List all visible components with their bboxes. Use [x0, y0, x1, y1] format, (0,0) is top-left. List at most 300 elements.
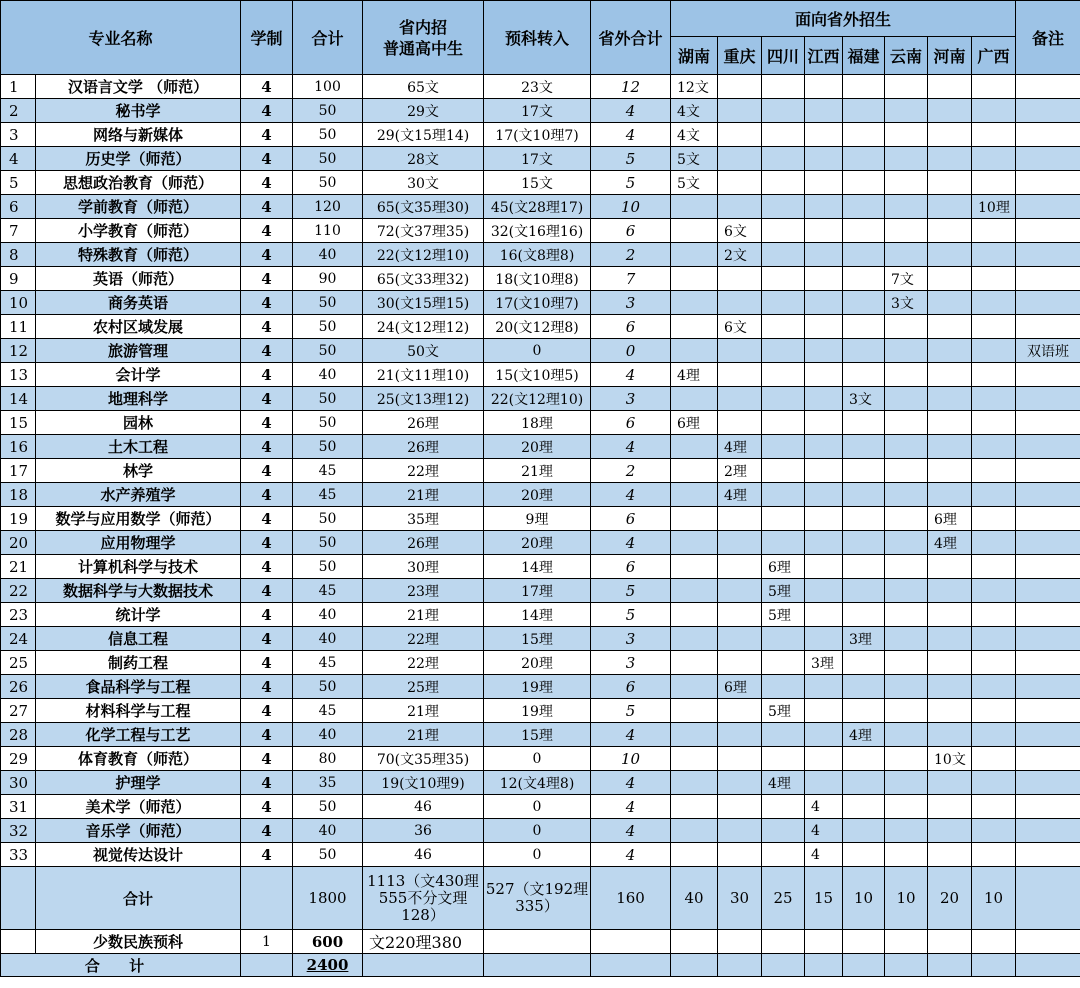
out-province-total-cell: 4	[591, 723, 671, 747]
minority-empty-cell	[885, 930, 928, 954]
table-row	[1, 291, 1080, 315]
row-index: 13	[1, 363, 36, 387]
in-province-cell: 29文	[363, 99, 484, 123]
province-jiangxi-cell	[805, 435, 843, 459]
province-guangxi-cell	[972, 747, 1016, 771]
note-cell	[1016, 171, 1080, 195]
province-chongqing-cell	[718, 147, 762, 171]
province-fujian-cell	[843, 219, 885, 243]
minority-total: 600	[293, 930, 363, 954]
province-yunnan-cell	[885, 339, 928, 363]
summary-xuezhi-cell	[241, 867, 293, 930]
province-jiangxi-cell	[805, 123, 843, 147]
province-hunan-cell	[671, 723, 718, 747]
province-hunan-cell	[671, 267, 718, 291]
summary-row	[1, 867, 1080, 930]
province-yunnan-cell	[885, 747, 928, 771]
province-chongqing-cell: 4理	[718, 435, 762, 459]
header-province-guangxi: 广西	[972, 37, 1016, 75]
major-name: 小学教育（师范）	[36, 219, 241, 243]
table-row	[1, 387, 1080, 411]
province-chongqing-cell: 4理	[718, 483, 762, 507]
out-province-total-cell: 5	[591, 147, 671, 171]
row-index: 12	[1, 339, 36, 363]
row-index: 4	[1, 147, 36, 171]
row-index: 8	[1, 243, 36, 267]
province-henan-cell	[928, 675, 972, 699]
total-cell: 40	[293, 723, 363, 747]
province-guangxi-cell	[972, 771, 1016, 795]
province-fujian-cell: 3文	[843, 387, 885, 411]
header-province-sichuan: 四川	[762, 37, 805, 75]
province-jiangxi-cell: 4	[805, 819, 843, 843]
summary-province-fujian: 10	[843, 867, 885, 930]
province-guangxi-cell	[972, 819, 1016, 843]
minority-empty-cell	[805, 930, 843, 954]
note-cell	[1016, 267, 1080, 291]
province-guangxi-cell	[972, 579, 1016, 603]
row-index: 18	[1, 483, 36, 507]
province-sichuan-cell	[762, 411, 805, 435]
province-chongqing-cell	[718, 819, 762, 843]
province-jiangxi-cell	[805, 675, 843, 699]
out-province-total-cell: 4	[591, 531, 671, 555]
header-in-province	[363, 1, 484, 75]
province-henan-cell	[928, 795, 972, 819]
in-province-cell: 30(文15理15)	[363, 291, 484, 315]
in-province-cell: 50文	[363, 339, 484, 363]
out-province-total-cell: 4	[591, 843, 671, 867]
province-sichuan-cell	[762, 267, 805, 291]
table-row	[1, 195, 1080, 219]
row-index: 17	[1, 459, 36, 483]
major-name: 计算机科学与技术	[36, 555, 241, 579]
table-row	[1, 507, 1080, 531]
province-jiangxi-cell	[805, 555, 843, 579]
table-row	[1, 627, 1080, 651]
province-jiangxi-cell	[805, 147, 843, 171]
province-sichuan-cell	[762, 435, 805, 459]
province-fujian-cell	[843, 579, 885, 603]
province-guangxi-cell	[972, 363, 1016, 387]
preparatory-cell: 20理	[484, 435, 591, 459]
table-row	[1, 675, 1080, 699]
major-name: 会计学	[36, 363, 241, 387]
row-index: 23	[1, 603, 36, 627]
table-row	[1, 771, 1080, 795]
in-province-cell: 65(文33理32)	[363, 267, 484, 291]
out-province-total-cell: 6	[591, 411, 671, 435]
grand-total-label: 合 计	[1, 954, 241, 977]
out-province-total-cell: 2	[591, 459, 671, 483]
province-fujian-cell	[843, 267, 885, 291]
in-province-cell: 29(文15理14)	[363, 123, 484, 147]
row-index: 15	[1, 411, 36, 435]
total-cell: 50	[293, 675, 363, 699]
summary-province-jiangxi: 15	[805, 867, 843, 930]
header-province-jiangxi: 江西	[805, 37, 843, 75]
province-hunan-cell	[671, 243, 718, 267]
table-row	[1, 363, 1080, 387]
xuezhi-cell: 4	[241, 243, 293, 267]
province-sichuan-cell	[762, 291, 805, 315]
xuezhi-cell: 4	[241, 147, 293, 171]
province-sichuan-cell: 5理	[762, 603, 805, 627]
preparatory-cell: 17(文10理7)	[484, 291, 591, 315]
summary-note-cell	[1016, 867, 1080, 930]
province-hunan-cell	[671, 675, 718, 699]
minority-row	[1, 930, 1080, 954]
in-province-cell: 22理	[363, 459, 484, 483]
row-index: 27	[1, 699, 36, 723]
province-hunan-cell	[671, 627, 718, 651]
total-cell: 50	[293, 531, 363, 555]
in-province-cell: 65(文35理30)	[363, 195, 484, 219]
preparatory-cell: 14理	[484, 555, 591, 579]
province-henan-cell	[928, 363, 972, 387]
province-guangxi-cell	[972, 147, 1016, 171]
province-yunnan-cell	[885, 675, 928, 699]
province-jiangxi-cell	[805, 387, 843, 411]
major-name: 护理学	[36, 771, 241, 795]
province-henan-cell	[928, 291, 972, 315]
note-cell	[1016, 75, 1080, 99]
province-jiangxi-cell	[805, 507, 843, 531]
out-province-total-cell: 4	[591, 123, 671, 147]
total-cell: 40	[293, 363, 363, 387]
summary-index-cell	[1, 867, 36, 930]
xuezhi-cell: 4	[241, 555, 293, 579]
minority-index-cell	[1, 930, 36, 954]
total-cell: 50	[293, 99, 363, 123]
province-fujian-cell	[843, 171, 885, 195]
xuezhi-cell: 4	[241, 267, 293, 291]
minority-empty-cell	[843, 930, 885, 954]
preparatory-cell: 17理	[484, 579, 591, 603]
province-guangxi-cell	[972, 483, 1016, 507]
minority-empty-cell	[718, 930, 762, 954]
province-henan-cell	[928, 171, 972, 195]
grand-empty-cell	[1016, 954, 1080, 977]
province-chongqing-cell	[718, 603, 762, 627]
row-index: 31	[1, 795, 36, 819]
province-chongqing-cell	[718, 99, 762, 123]
province-guangxi-cell	[972, 627, 1016, 651]
total-cell: 50	[293, 435, 363, 459]
row-index: 6	[1, 195, 36, 219]
in-province-cell: 21理	[363, 483, 484, 507]
province-chongqing-cell: 6文	[718, 219, 762, 243]
total-cell: 40	[293, 243, 363, 267]
in-province-cell: 22理	[363, 627, 484, 651]
note-cell	[1016, 195, 1080, 219]
province-yunnan-cell	[885, 579, 928, 603]
province-yunnan-cell	[885, 483, 928, 507]
out-province-total-cell: 6	[591, 555, 671, 579]
province-yunnan-cell	[885, 363, 928, 387]
header-total: 合计	[293, 1, 363, 75]
province-guangxi-cell	[972, 411, 1016, 435]
total-cell: 50	[293, 411, 363, 435]
province-fujian-cell	[843, 771, 885, 795]
header-preparatory: 预科转入	[484, 1, 591, 75]
province-henan-cell: 6理	[928, 507, 972, 531]
province-sichuan-cell	[762, 843, 805, 867]
province-hunan-cell: 5文	[671, 171, 718, 195]
province-yunnan-cell	[885, 219, 928, 243]
row-index: 7	[1, 219, 36, 243]
province-yunnan-cell	[885, 771, 928, 795]
header-in-province-line1: 省内招	[399, 17, 448, 37]
note-cell	[1016, 291, 1080, 315]
table-row	[1, 123, 1080, 147]
summary-province-henan: 20	[928, 867, 972, 930]
xuezhi-cell: 4	[241, 75, 293, 99]
major-name: 历史学（师范）	[36, 147, 241, 171]
province-henan-cell	[928, 603, 972, 627]
province-fujian-cell	[843, 291, 885, 315]
grand-empty-cell	[885, 954, 928, 977]
province-hunan-cell	[671, 435, 718, 459]
province-henan-cell	[928, 771, 972, 795]
row-index: 1	[1, 75, 36, 99]
out-province-total-cell: 5	[591, 579, 671, 603]
major-name: 视觉传达设计	[36, 843, 241, 867]
province-hunan-cell	[671, 387, 718, 411]
xuezhi-cell: 4	[241, 291, 293, 315]
note-cell	[1016, 483, 1080, 507]
province-yunnan-cell	[885, 795, 928, 819]
province-yunnan-cell	[885, 819, 928, 843]
province-guangxi-cell	[972, 171, 1016, 195]
note-cell	[1016, 675, 1080, 699]
province-yunnan-cell	[885, 555, 928, 579]
province-henan-cell	[928, 387, 972, 411]
province-yunnan-cell	[885, 411, 928, 435]
province-sichuan-cell	[762, 483, 805, 507]
xuezhi-cell: 4	[241, 99, 293, 123]
total-cell: 50	[293, 315, 363, 339]
province-henan-cell	[928, 483, 972, 507]
province-chongqing-cell	[718, 795, 762, 819]
in-province-cell: 25(文13理12)	[363, 387, 484, 411]
row-index: 32	[1, 819, 36, 843]
table-row	[1, 603, 1080, 627]
major-name: 特殊教育（师范）	[36, 243, 241, 267]
note-cell	[1016, 147, 1080, 171]
preparatory-cell: 19理	[484, 675, 591, 699]
summary-province-hunan: 40	[671, 867, 718, 930]
in-province-cell: 26理	[363, 435, 484, 459]
summary-in-province-line1: 1113（文430理	[367, 871, 479, 890]
preparatory-cell: 32(文16理16)	[484, 219, 591, 243]
out-province-total-cell: 12	[591, 75, 671, 99]
total-cell: 45	[293, 459, 363, 483]
in-province-cell: 28文	[363, 147, 484, 171]
note-cell	[1016, 219, 1080, 243]
major-name: 体育教育（师范）	[36, 747, 241, 771]
row-index: 3	[1, 123, 36, 147]
in-province-cell: 26理	[363, 531, 484, 555]
province-yunnan-cell	[885, 723, 928, 747]
table-header	[1, 1, 1080, 75]
row-index: 5	[1, 171, 36, 195]
xuezhi-cell: 4	[241, 459, 293, 483]
province-sichuan-cell	[762, 147, 805, 171]
xuezhi-cell: 4	[241, 435, 293, 459]
province-guangxi-cell	[972, 675, 1016, 699]
province-jiangxi-cell: 4	[805, 843, 843, 867]
total-cell: 45	[293, 579, 363, 603]
province-sichuan-cell	[762, 723, 805, 747]
table-row	[1, 579, 1080, 603]
province-jiangxi-cell	[805, 99, 843, 123]
xuezhi-cell: 4	[241, 483, 293, 507]
province-jiangxi-cell	[805, 411, 843, 435]
province-chongqing-cell	[718, 171, 762, 195]
in-province-cell: 22(文12理10)	[363, 243, 484, 267]
table-body	[1, 75, 1080, 977]
province-guangxi-cell	[972, 507, 1016, 531]
province-yunnan-cell	[885, 195, 928, 219]
province-guangxi-cell	[972, 531, 1016, 555]
minority-empty-cell	[972, 930, 1016, 954]
province-yunnan-cell	[885, 699, 928, 723]
province-fujian-cell	[843, 819, 885, 843]
province-chongqing-cell	[718, 387, 762, 411]
preparatory-cell: 12(文4理8)	[484, 771, 591, 795]
major-name: 地理科学	[36, 387, 241, 411]
grand-empty-cell	[484, 954, 591, 977]
in-province-cell: 72(文37理35)	[363, 219, 484, 243]
table-row	[1, 843, 1080, 867]
total-cell: 50	[293, 171, 363, 195]
province-guangxi-cell	[972, 603, 1016, 627]
province-guangxi-cell	[972, 459, 1016, 483]
province-henan-cell	[928, 411, 972, 435]
province-henan-cell	[928, 459, 972, 483]
total-cell: 40	[293, 819, 363, 843]
province-chongqing-cell: 6文	[718, 315, 762, 339]
out-province-total-cell: 10	[591, 195, 671, 219]
grand-empty-cell	[928, 954, 972, 977]
province-sichuan-cell: 4理	[762, 771, 805, 795]
summary-in-province	[363, 867, 484, 930]
preparatory-cell: 22(文12理10)	[484, 387, 591, 411]
province-jiangxi-cell	[805, 75, 843, 99]
province-hunan-cell: 5文	[671, 147, 718, 171]
province-jiangxi-cell	[805, 627, 843, 651]
xuezhi-cell: 4	[241, 579, 293, 603]
major-name: 思想政治教育（师范）	[36, 171, 241, 195]
row-index: 14	[1, 387, 36, 411]
province-henan-cell	[928, 627, 972, 651]
province-chongqing-cell	[718, 531, 762, 555]
province-yunnan-cell	[885, 507, 928, 531]
grand-empty-cell	[972, 954, 1016, 977]
major-name: 秘书学	[36, 99, 241, 123]
province-henan-cell	[928, 315, 972, 339]
in-province-cell: 23理	[363, 579, 484, 603]
province-fujian-cell	[843, 795, 885, 819]
province-sichuan-cell	[762, 507, 805, 531]
major-name: 制药工程	[36, 651, 241, 675]
province-chongqing-cell	[718, 195, 762, 219]
province-fujian-cell	[843, 675, 885, 699]
note-cell	[1016, 123, 1080, 147]
summary-total: 1800	[293, 867, 363, 930]
province-hunan-cell: 4文	[671, 99, 718, 123]
province-hunan-cell: 4理	[671, 363, 718, 387]
province-henan-cell	[928, 219, 972, 243]
major-name: 音乐学（师范）	[36, 819, 241, 843]
summary-province-chongqing: 30	[718, 867, 762, 930]
in-province-cell: 21理	[363, 723, 484, 747]
row-index: 20	[1, 531, 36, 555]
in-province-cell: 22理	[363, 651, 484, 675]
province-chongqing-cell	[718, 411, 762, 435]
out-province-total-cell: 3	[591, 651, 671, 675]
note-cell	[1016, 723, 1080, 747]
header-xuezhi: 学制	[241, 1, 293, 75]
note-cell	[1016, 771, 1080, 795]
xuezhi-cell: 4	[241, 723, 293, 747]
province-henan-cell: 4理	[928, 531, 972, 555]
row-index: 16	[1, 435, 36, 459]
total-cell: 50	[293, 147, 363, 171]
province-guangxi-cell	[972, 339, 1016, 363]
minority-detail: 文220理380	[363, 930, 484, 954]
grand-empty-cell	[241, 954, 293, 977]
minority-empty-cell	[591, 930, 671, 954]
province-yunnan-cell	[885, 99, 928, 123]
province-sichuan-cell	[762, 459, 805, 483]
province-chongqing-cell	[718, 579, 762, 603]
total-cell: 50	[293, 387, 363, 411]
province-sichuan-cell	[762, 171, 805, 195]
xuezhi-cell: 4	[241, 219, 293, 243]
province-fujian-cell	[843, 843, 885, 867]
in-province-cell: 24(文12理12)	[363, 315, 484, 339]
out-province-total-cell: 6	[591, 219, 671, 243]
preparatory-cell: 23文	[484, 75, 591, 99]
note-cell	[1016, 651, 1080, 675]
province-henan-cell	[928, 435, 972, 459]
province-hunan-cell: 6理	[671, 411, 718, 435]
province-sichuan-cell	[762, 675, 805, 699]
province-guangxi-cell	[972, 75, 1016, 99]
out-province-total-cell: 6	[591, 675, 671, 699]
summary-in-province-line2: 555不分文理	[378, 888, 468, 907]
header-province-fujian: 福建	[843, 37, 885, 75]
province-jiangxi-cell	[805, 699, 843, 723]
note-cell	[1016, 627, 1080, 651]
total-cell: 40	[293, 603, 363, 627]
out-province-total-cell: 5	[591, 603, 671, 627]
grand-empty-cell	[363, 954, 484, 977]
province-sichuan-cell	[762, 387, 805, 411]
note-cell	[1016, 531, 1080, 555]
table-row	[1, 75, 1080, 99]
province-chongqing-cell	[718, 291, 762, 315]
preparatory-cell: 18理	[484, 411, 591, 435]
table-row	[1, 531, 1080, 555]
province-fujian-cell	[843, 315, 885, 339]
preparatory-cell: 20理	[484, 531, 591, 555]
row-index: 19	[1, 507, 36, 531]
province-jiangxi-cell: 4	[805, 795, 843, 819]
province-yunnan-cell	[885, 243, 928, 267]
